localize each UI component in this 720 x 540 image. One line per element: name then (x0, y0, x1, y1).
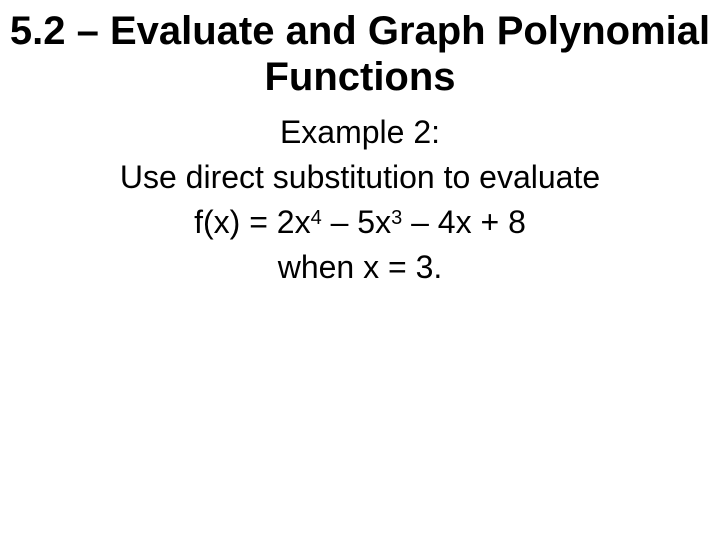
formula-part3: – 4x + 8 (402, 204, 526, 240)
instruction-text: Use direct substitution to evaluate (119, 159, 601, 195)
formula-exponent2: 3 (391, 207, 403, 229)
formula-exponent1: 4 (310, 207, 322, 229)
condition-text: when x = 3. (277, 249, 443, 285)
slide-title-line2: Functions (264, 55, 456, 99)
slide-title (0, 8, 720, 100)
formula-part1: f(x) = 2x (194, 204, 311, 240)
formula-part2: – 5x (321, 204, 392, 240)
slide-body (0, 110, 720, 290)
slide-title-line1: 5.2 – Evaluate and Graph Polynomial (9, 9, 711, 53)
example-label: Example 2: (279, 114, 441, 150)
polynomial-formula (0, 200, 720, 245)
